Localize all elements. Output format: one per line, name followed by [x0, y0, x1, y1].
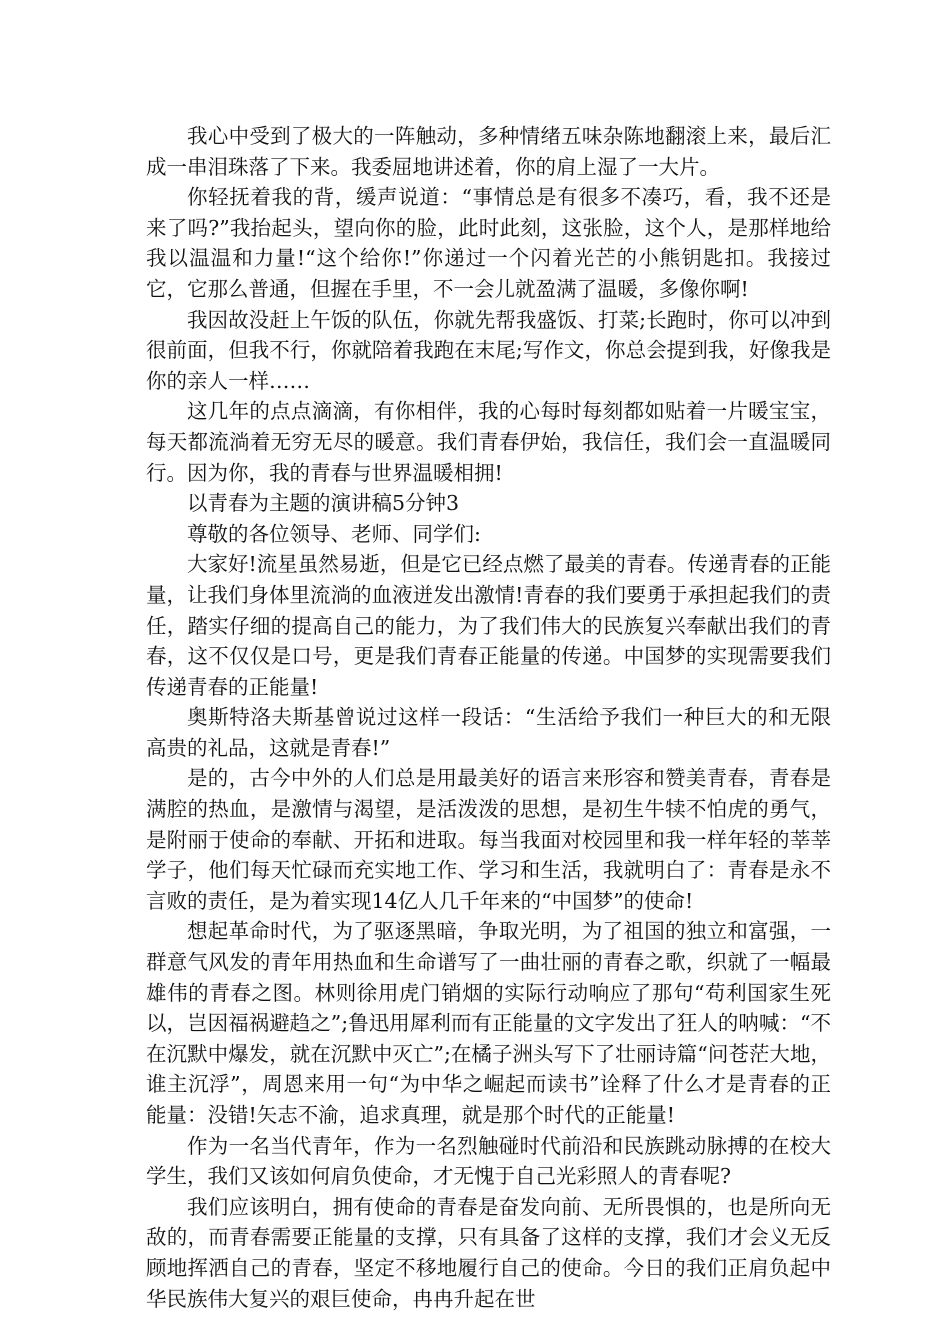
paragraph-2: 你轻抚着我的背，缓声说道：“事情总是有很多不凑巧，看，我不还是来了吗?”我抬起头，望向你的脸，此时此刻，这张脸，这个人，是那样地给我以温温和力量!“这个给你!”你递过一个闪着光芒的小熊钥匙扣。我接过它，它那么普通，但握在手里，不一会儿就盈满了温暖，多像你啊! [146, 185, 831, 301]
paragraph-1: 我心中受到了极大的一阵触动，多种情绪五味杂陈地翻滚上来，最后汇成一串泪珠落了下来。我委屈地讲述着，你的肩上湿了一大片。 [146, 124, 831, 179]
paragraph-10: 想起革命时代，为了驱逐黑暗，争取光明，为了祖国的独立和富强，一群意气风发的青年用热血和生命谱写了一曲壮丽的青春之歌，织就了一幅最雄伟的青春之图。林则徐用虎门销烟的实际行动响应了那句“苟利国家生死以，岂因福祸避趋之”;鲁迅用犀利而有正能量的文字发出了狂人的呐喊：“不在沉默中爆发，就在沉默中灭亡”;在橘子洲头写下了壮丽诗篇“问苍茫大地，谁主沉浮”，周恩来用一句“为中华之崛起而读书”诠释了什么才是青春的正能量：没错!矢志不渝，追求真理，就是那个时代的正能量! [146, 919, 831, 1127]
speech-title: 以青春为主题的演讲稿5分钟3 [187, 491, 460, 516]
document-body [146, 121, 831, 1314]
paragraph-7: 大家好!流星虽然易逝，但是它已经点燃了最美的青春。传递青春的正能量，让我们身体里流淌的血液迸发出激情!青春的我们要勇于承担起我们的责任，踏实仔细的提高自己的能力，为了我们伟大的民族复兴奉献出我们的青春，这不仅仅是口号，更是我们青春正能量的传递。中国梦的实现需要我们传递青春的正能量! [146, 552, 831, 699]
paragraph-9: 是的，古今中外的人们总是用最美好的语言来形容和赞美青春，青春是满腔的热血，是激情与渴望，是活泼泼的思想，是初生牛犊不怕虎的勇气，是附丽于使命的奉献、开拓和进取。每当我面对校园里和我一样年轻的莘莘学子，他们每天忙碌而充实地工作、学习和生活，我就明白了：青春是永不言败的责任，是为着实现14亿人几千年来的“中国梦”的使命! [146, 766, 831, 913]
salutation: 尊敬的各位领导、老师、同学们: [187, 521, 481, 546]
paragraph-8: 奥斯特洛夫斯基曾说过这样一段话：“生活给予我们一种巨大的和无限高贵的礼品，这就是青春!” [146, 705, 831, 760]
paragraph-11: 作为一名当代青年，作为一名烈触碰时代前沿和民族跳动脉搏的在校大学生，我们又该如何肩负使命，才无愧于自己光彩照人的青春呢? [146, 1133, 831, 1189]
paragraph-3: 我因故没赶上午饭的队伍，你就先帮我盛饭、打菜;长跑时，你可以冲到很前面，但我不行，你就陪着我跑在末尾;写作文，你总会提到我，好像我是你的亲人一样…… [146, 307, 831, 393]
paragraph-12: 我们应该明白，拥有使命的青春是奋发向前、无所畏惧的，也是所向无敌的，而青春需要正能量的支撑，只有具备了这样的支撑，我们才会义无反顾地挥洒自己的青春，坚定不移地履行自己的使命。今日的我们正肩负起中华民族伟大复兴的艰巨使命，冉冉升起在世 [146, 1194, 831, 1311]
paragraph-4: 这几年的点点滴滴，有你相伴，我的心每时每刻都如贴着一片暖宝宝，每天都流淌着无穷无尽的暖意。我们青春伊始，我信任，我们会一直温暖同行。因为你，我的青春与世界温暖相拥! [146, 399, 831, 485]
